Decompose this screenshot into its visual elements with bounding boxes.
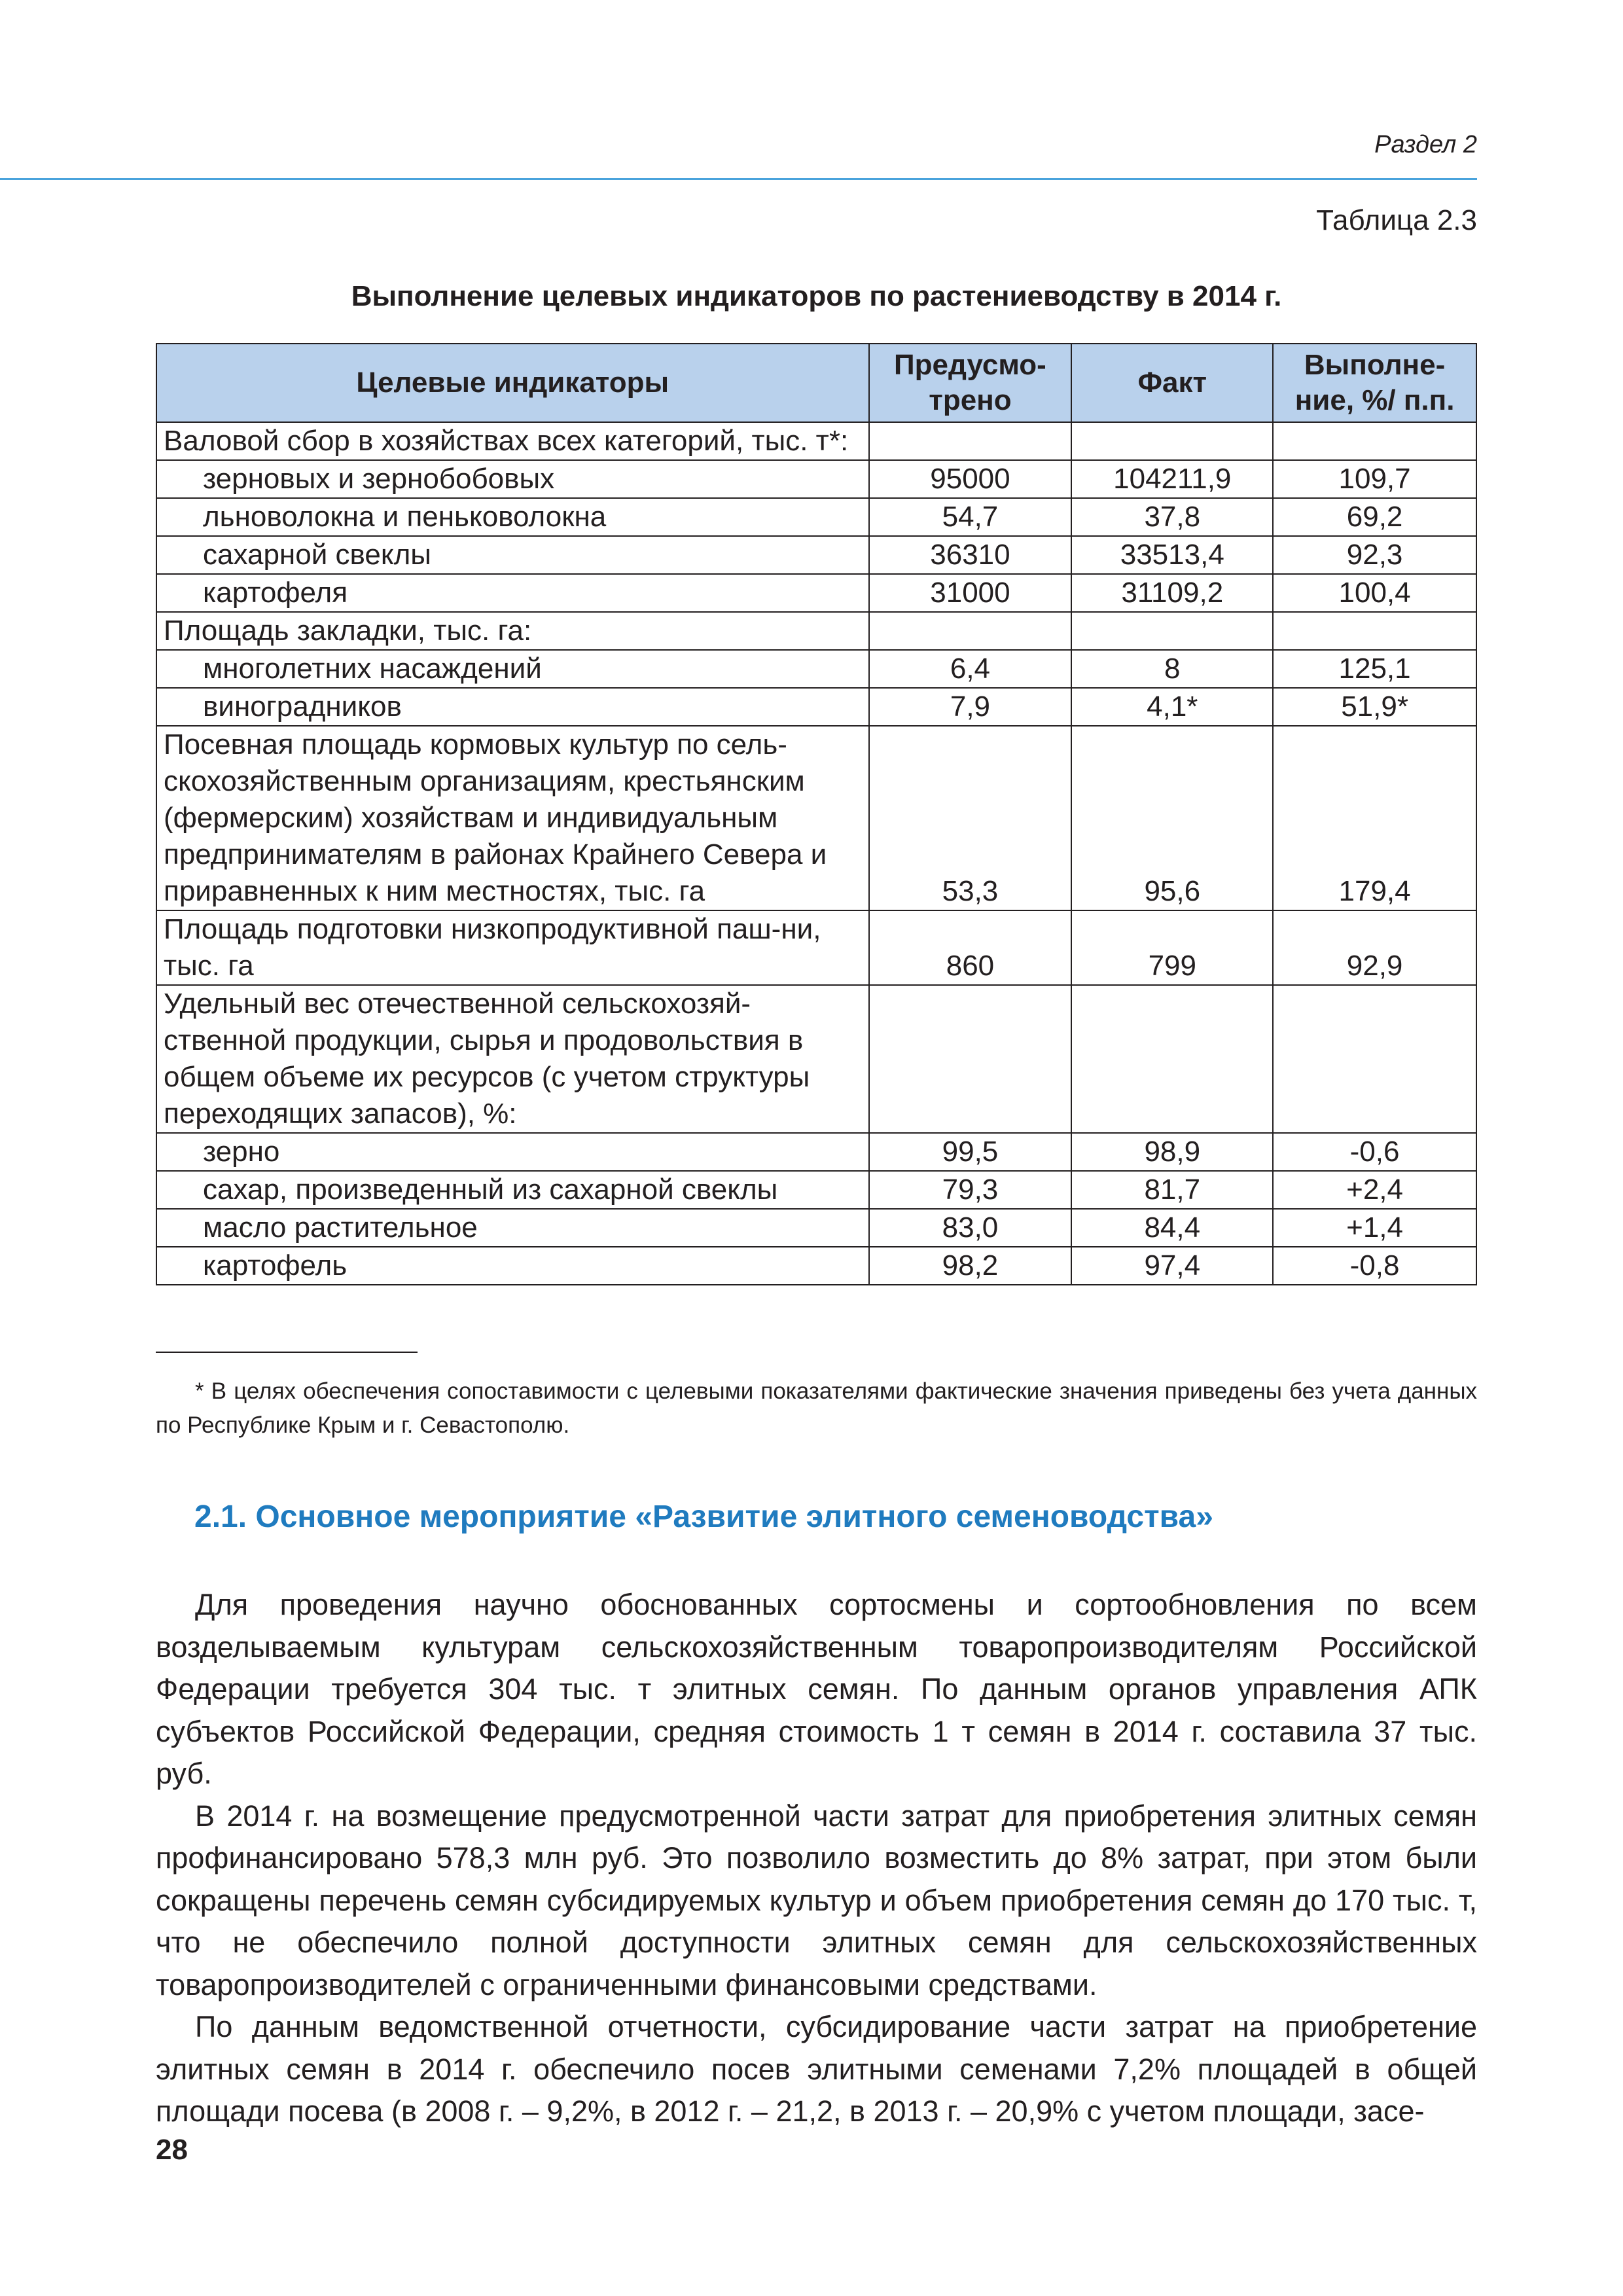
plan-cell: 99,5 <box>869 1133 1072 1171</box>
indicator-cell: Площадь подготовки низкопродуктивной паш-ни, тыс. га <box>156 910 869 985</box>
table-number: Таблица 2.3 <box>1316 204 1477 236</box>
plan-cell: 98,2 <box>869 1247 1072 1285</box>
pct-cell: +1,4 <box>1273 1209 1476 1247</box>
pct-cell: +2,4 <box>1273 1171 1476 1209</box>
fact-cell: 33513,4 <box>1071 536 1273 574</box>
plan-cell: 31000 <box>869 574 1072 612</box>
table-row <box>156 536 1476 574</box>
pct-cell: 69,2 <box>1273 498 1476 536</box>
pct-cell <box>1273 985 1476 1133</box>
plan-cell <box>869 985 1072 1133</box>
table-row <box>156 1209 1476 1247</box>
pct-cell: -0,8 <box>1273 1247 1476 1285</box>
pct-cell: 92,3 <box>1273 536 1476 574</box>
fact-cell: 97,4 <box>1071 1247 1273 1285</box>
plan-cell: 54,7 <box>869 498 1072 536</box>
table-row <box>156 650 1476 688</box>
plan-cell: 7,9 <box>869 688 1072 726</box>
fact-cell: 4,1* <box>1071 688 1273 726</box>
fact-cell: 84,4 <box>1071 1209 1273 1247</box>
plan-cell: 53,3 <box>869 726 1072 910</box>
table-row <box>156 574 1476 612</box>
indicator-cell: льноволокна и пеньковолокна <box>156 498 869 536</box>
plan-cell: 95000 <box>869 460 1072 498</box>
table-row <box>156 1171 1476 1209</box>
plan-cell <box>869 612 1072 650</box>
table-row <box>156 1133 1476 1171</box>
plan-cell: 860 <box>869 910 1072 985</box>
pct-cell <box>1273 422 1476 460</box>
indicator-cell: Посевная площадь кормовых культур по сель-скохозяйственным организациям, крестьянским (фермерским) хозяйствам и индивидуальным предпринимателям в районах Крайнего Севера и приравненных к ним местностях, тыс. га <box>156 726 869 910</box>
fact-cell: 799 <box>1071 910 1273 985</box>
table-row <box>156 422 1476 460</box>
plan-cell: 6,4 <box>869 650 1072 688</box>
footnote-rule <box>156 1352 418 1353</box>
indicators-table <box>156 343 1477 1285</box>
pct-cell: 100,4 <box>1273 574 1476 612</box>
indicator-cell: масло растительное <box>156 1209 869 1247</box>
fact-cell <box>1071 422 1273 460</box>
fact-cell: 8 <box>1071 650 1273 688</box>
fact-cell: 95,6 <box>1071 726 1273 910</box>
table-row <box>156 498 1476 536</box>
indicator-cell: многолетних насаждений <box>156 650 869 688</box>
indicator-cell: зерновых и зернобобовых <box>156 460 869 498</box>
paragraph: Для проведения научно обоснованных сортосмены и сортообновления по всем возделываемым культурам сельскохозяйственным товаропроизводителям Российской Федерации требуется 304 тыс. т элитных семян. По данным органов управления АПК субъектов Российской Федерации, средняя стоимость 1 т семян в 2014 г. составила 37 тыс. руб. <box>156 1588 1477 1790</box>
indicator-cell: сахар, произведенный из сахарной свеклы <box>156 1171 869 1209</box>
fact-cell: 37,8 <box>1071 498 1273 536</box>
col-header-pct: Выполне- ние, %/ п.п. <box>1273 344 1476 422</box>
indicator-cell: картофель <box>156 1247 869 1285</box>
section-label: Раздел 2 <box>1374 131 1477 158</box>
table-row <box>156 985 1476 1133</box>
pct-cell: 51,9* <box>1273 688 1476 726</box>
fact-cell: 104211,9 <box>1071 460 1273 498</box>
paragraph: В 2014 г. на возмещение предусмотренной части затрат для приобретения элитных семян профинансировано 578,3 млн руб. Это позволило возместить до 8% затрат, при этом были сокращены перечень семян субсидируемых культур и объем приобретения семян до 170 тыс. т, что не обеспечило полной доступности элитных семян для сельскохозяйственных товаропроизводителей с ограниченными финансовыми средствами. <box>156 1799 1477 2001</box>
plan-cell: 83,0 <box>869 1209 1072 1247</box>
fact-cell: 81,7 <box>1071 1171 1273 1209</box>
table-row <box>156 910 1476 985</box>
table-row <box>156 688 1476 726</box>
pct-cell: 125,1 <box>1273 650 1476 688</box>
plan-cell: 79,3 <box>869 1171 1072 1209</box>
fact-cell <box>1071 985 1273 1133</box>
pct-cell: 109,7 <box>1273 460 1476 498</box>
fact-cell <box>1071 612 1273 650</box>
header-rule <box>0 178 1477 180</box>
indicator-cell: сахарной свеклы <box>156 536 869 574</box>
fact-cell: 31109,2 <box>1071 574 1273 612</box>
indicator-cell: зерно <box>156 1133 869 1171</box>
fact-cell: 98,9 <box>1071 1133 1273 1171</box>
indicator-cell: Валовой сбор в хозяйствах всех категорий, тыс. т*: <box>156 422 869 460</box>
body-text <box>156 1584 1477 2133</box>
col-header-indicator: Целевые индикаторы <box>156 344 869 422</box>
table-title: Выполнение целевых индикаторов по растениеводству в 2014 г. <box>351 280 1282 312</box>
table-row <box>156 1247 1476 1285</box>
col-header-fact: Факт <box>1071 344 1273 422</box>
page-number: 28 <box>156 2134 188 2166</box>
footnote: * В целях обеспечения сопоставимости с целевыми показателями фактические значения приведены без учета данных по Республике Крым и г. Севастополю. <box>156 1378 1477 1438</box>
table-header-row <box>156 344 1476 422</box>
plan-cell <box>869 422 1072 460</box>
indicator-cell: картофеля <box>156 574 869 612</box>
table-row <box>156 460 1476 498</box>
plan-cell: 36310 <box>869 536 1072 574</box>
indicator-cell: виноградников <box>156 688 869 726</box>
table-row <box>156 612 1476 650</box>
pct-cell <box>1273 612 1476 650</box>
pct-cell: 179,4 <box>1273 726 1476 910</box>
table-row <box>156 726 1476 910</box>
section-heading: 2.1. Основное мероприятие «Развитие элитного семеноводства» <box>194 1499 1213 1534</box>
indicator-cell: Площадь закладки, тыс. га: <box>156 612 869 650</box>
paragraph: По данным ведомственной отчетности, субсидирование части затрат на приобретение элитных семян в 2014 г. обеспечило посев элитными семенами 7,2% площадей в общей площади посева (в 2008 г. – 9,2%, в 2012 г. – 21,2, в 2013 г. – 20,9% с учетом площади, засе- <box>156 2010 1477 2128</box>
pct-cell: 92,9 <box>1273 910 1476 985</box>
pct-cell: -0,6 <box>1273 1133 1476 1171</box>
col-header-plan: Предусмо- трено <box>869 344 1072 422</box>
indicator-cell: Удельный вес отечественной сельскохозяй-ственной продукции, сырья и продовольствия в общем объеме их ресурсов (с учетом структуры переходящих запасов), %: <box>156 985 869 1133</box>
